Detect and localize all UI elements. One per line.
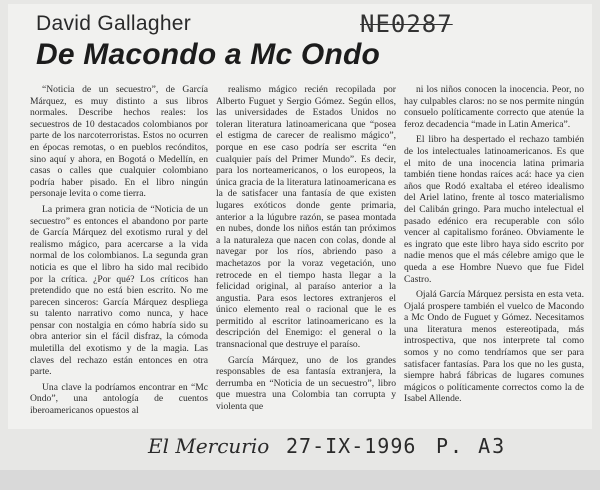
archive-code: NE0287 bbox=[360, 10, 453, 38]
publication-date: 27-IX-1996 bbox=[286, 434, 417, 458]
article-column-1 bbox=[30, 84, 208, 421]
paragraph: ni los niños conocen la inocencia. Peor, no hay culpables claros: no se nos permite ningún consuelo políticamente correcto que atenúe la feroz decadencia “made in Latin America”. bbox=[404, 84, 584, 130]
newspaper-clipping bbox=[8, 4, 592, 429]
page-number: P. A3 bbox=[436, 434, 507, 458]
handwritten-source-note bbox=[0, 430, 600, 464]
paragraph: García Márquez, uno de los grandes responsables de esa fantasía extranjera, la derrumba en “Noticia de un secuestro”, libro que muestra una Colombia tan corrupta y violenta que bbox=[216, 354, 396, 413]
scan-margin bbox=[0, 470, 600, 490]
paragraph: Ojalá García Márquez persista en esta veta. Ojalá prospere también el vuelco de Macondo a Mc Ondo de Fuguet y Gómez. Necesitamos una literatura menos estereotipada, más introspectiva, que nos interprete tal como somos y no como tendríamos que ser para satisfacer fantasías. Para los que no les gusta, siempre habrá fábricas de lugares comunes mágicos o políticamente correctos como la de Isabel Allende. bbox=[404, 289, 584, 405]
article-column-3 bbox=[404, 84, 584, 409]
paragraph: realismo mágico recién recopilada por Alberto Fuguet y Sergio Gómez. Según ellos, las universidades de Estados Unidos no toleran literatura latinoamericana que “posea el estigma de carecer de realismo mágico”, porque en ese caso podría ser escrita “en cualquier país del Primer Mundo”. Es decir, para los norteamericanos, o los europeos, la única gracia de la literatura latinoamericana es la de satisfacer una fantasía de que existen lugares exóticos donde gente primaria, anterior a la lúgubre razón, se pasea montada en nubes, donde los niños están tan próximos a la naturaleza que nacen con colas, donde al navegar por los ríos, abriendo paso a machetazos por la voraz vegetación, uno retrocede en el tiempo hasta llegar a la felicidad original, al paraíso anterior a la angustia. Para esos lectores extranjeros el único elemento real o racional que le es permitido al escritor latinoamericano es la descripción del Enemigo: el general o la transnacional que destruye el paraíso. bbox=[216, 84, 396, 351]
article-author: David Gallagher bbox=[36, 12, 192, 35]
newspaper-name: El Mercurio bbox=[148, 434, 270, 458]
paragraph: Una clave la podríamos encontrar en “Mc Ondo”, una antología de cuentos iberoamericanos opuestos al bbox=[30, 381, 208, 417]
article-title: De Macondo a Mc Ondo bbox=[36, 38, 381, 71]
paragraph: El libro ha despertado el rechazo también de los intelectuales latinoamericanos. Es que el mito de una inocencia latina primaria también tiene hondas raíces acá: hace ya cien años que Rodó exaltaba el etéreo idealismo del Ariel latino, frente al tosco materialismo del Calibán gringo. Para mucho intelectual el pasado edénico era recuperable con sólo vencer al capitalismo foráneo. Obviamente le es ingrato que este libro haya sido escrito por nadie menos que el más célebre amigo que le queda a ese Hombre Nuevo que fue Fidel Castro. bbox=[404, 134, 584, 285]
article-column-2 bbox=[216, 84, 396, 417]
paragraph: “Noticia de un secuestro”, de García Márquez, es muy distinto a sus libros normales. Describe hechos reales: los secuestros de 10 destacados colombianos por parte de los narcoterroristas. Estos no ocurren en épocas remotas, o en pueblos recónditos, sino aquí y ahora, en Bogotá o Medellín, en casas o calles que cualquier colombiano podría haber pisado. En el libro ningún personaje levita o come tierra. bbox=[30, 84, 208, 200]
paragraph: La primera gran noticia de “Noticia de un secuestro” es entonces el abandono por parte de García Márquez del exotismo rural y del realismo mágico, para acercarse a la vida normal de los colombianos. La segunda gran noticia es que el libro ha sido mal recibido por la crítica. ¿Por qué? Los críticos han pretendido que no está bien escrito. No me parecen sinceros: García Márquez despliega su talento narrativo como nunca, y hace pensar con nostalgia en cómo habría sido su obra anterior sin el fácil disfraz, la cómoda muletilla del exotismo y de la magia. Las claves del rechazo están entonces en otra parte. bbox=[30, 203, 208, 378]
